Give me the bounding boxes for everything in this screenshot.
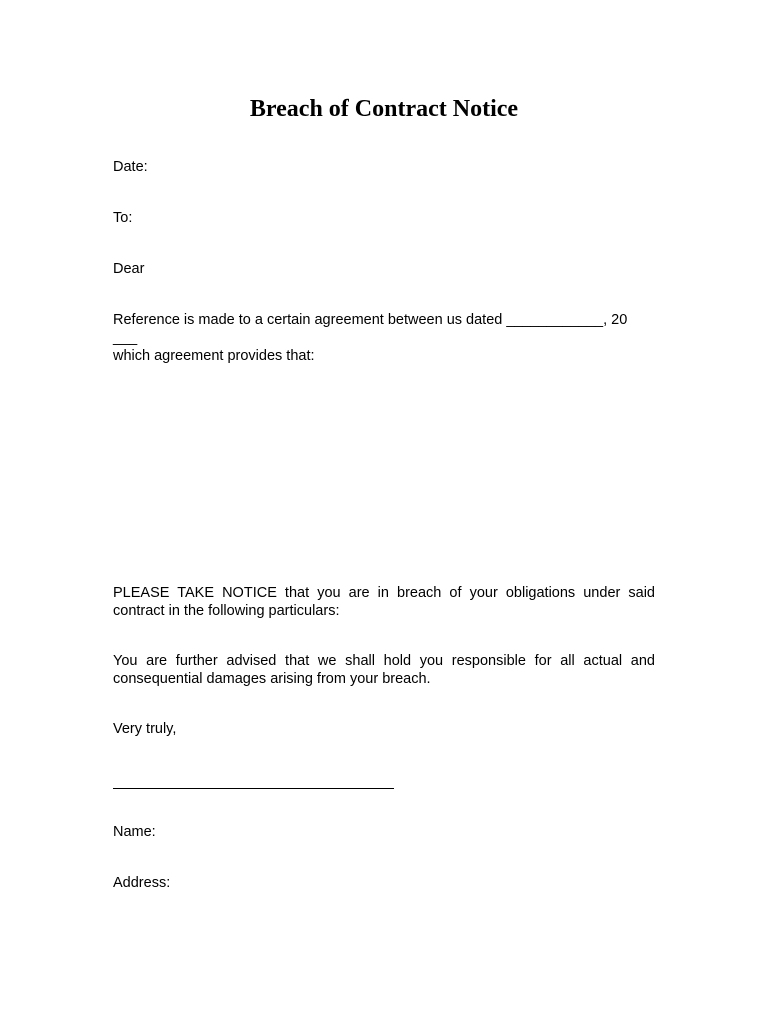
name-label: Name: <box>113 824 156 840</box>
document-title: Breach of Contract Notice <box>249 96 519 122</box>
signature-line <box>113 788 394 789</box>
date-label: Date: <box>113 159 148 175</box>
address-label: Address: <box>113 875 171 891</box>
reference-paragraph <box>113 311 655 365</box>
notice-paragraph: PLEASE TAKE NOTICE that you are in breach of your obligations under said contract in the following particulars: <box>113 585 655 619</box>
damages-paragraph: You are further advised that we shall hold you responsible for all actual and consequential damages arising from your breach. <box>113 653 655 687</box>
reference-line-1: Reference is made to a certain agreement between us dated ____________, 20 ___ <box>113 312 628 346</box>
reference-line-2: which agreement provides that: <box>113 348 315 364</box>
salutation: Dear <box>113 261 145 277</box>
closing-text: Very truly, <box>113 721 177 737</box>
to-label: To: <box>113 210 133 226</box>
